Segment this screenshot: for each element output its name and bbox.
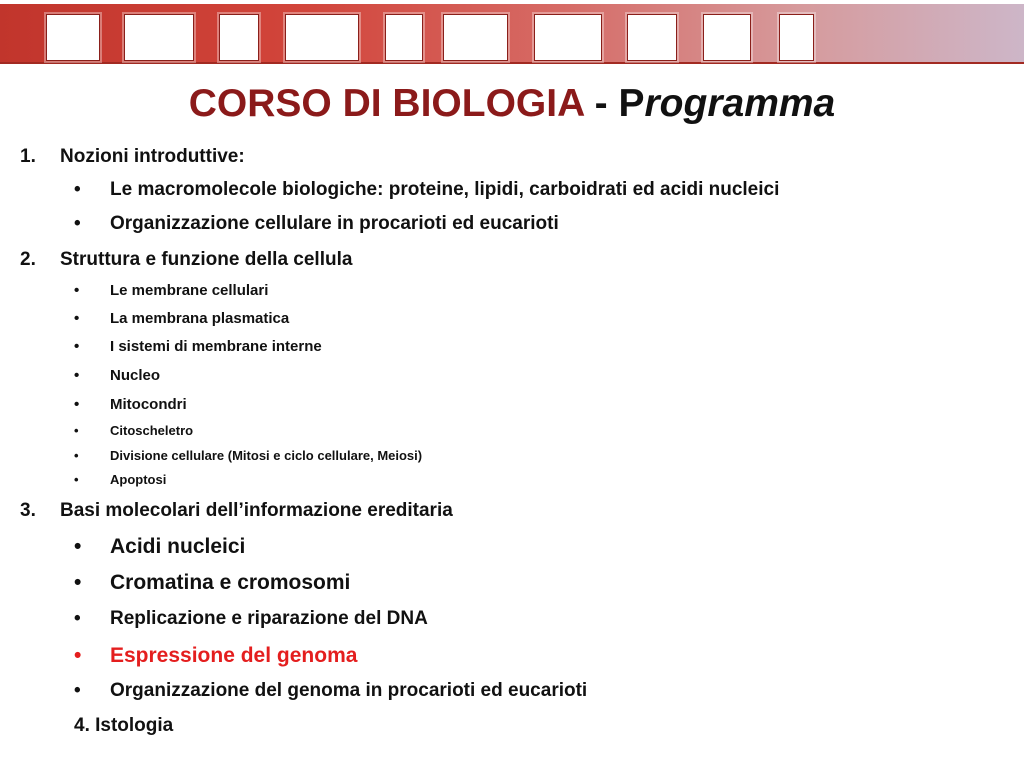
bullet: • (74, 608, 81, 629)
bullet: • (74, 571, 82, 594)
list-item-text: La membrana plasmatica (110, 310, 290, 327)
list-item-text: Citoscheletro (110, 423, 194, 438)
section-2-title: Struttura e funzione della cellula (60, 249, 353, 270)
section-4: 4. Istologia (74, 715, 174, 736)
list-item-text: Organizzazione cellulare in procarioti ed eucarioti (110, 213, 559, 234)
list-item-text: Apoptosi (110, 472, 167, 487)
bullet: • (74, 644, 82, 667)
title-rest: rogramma (644, 82, 836, 125)
mouse-image (703, 14, 751, 61)
list-item-text: Divisione cellulare (Mitosi e ciclo cellulare, Meiosi) (110, 448, 423, 463)
bullet: • (74, 338, 80, 355)
person-image (219, 14, 259, 61)
bullet: • (74, 472, 79, 487)
title-main: CORSO DI BIOLOGIA (188, 82, 584, 125)
list-item-text: Replicazione e riparazione del DNA (110, 608, 428, 629)
section-1-title: Nozioni introduttive: (60, 146, 245, 167)
list-item-text: Cromatina e cromosomi (110, 571, 351, 594)
list-item-text: Le macromolecole biologiche: proteine, lipidi, carboidrati ed acidi nucleici (110, 179, 780, 200)
bullet: • (74, 448, 79, 463)
bullet: • (74, 282, 80, 299)
computer-image (534, 14, 602, 61)
list-item-text: I sistemi di membrane interne (110, 338, 322, 355)
bullet: • (74, 310, 80, 327)
title-separator: - P (583, 82, 645, 125)
list-item-text: Espressione del genoma (110, 644, 358, 667)
puppy-image (443, 14, 508, 61)
leaf-image (627, 14, 677, 61)
bullet: • (74, 423, 79, 438)
section-2-number: 2. (20, 249, 36, 270)
flower-image (46, 14, 100, 61)
dna-image (385, 14, 423, 61)
sunflower-image (779, 14, 814, 61)
bullet: • (74, 535, 82, 558)
list-item-text: Nucleo (110, 367, 161, 384)
section-1-number: 1. (20, 146, 36, 167)
bullet: • (74, 680, 81, 701)
worm-image (285, 14, 359, 61)
bullet: • (74, 367, 80, 384)
list-item-text: Organizzazione del genoma in procarioti ed eucarioti (110, 680, 588, 701)
slide-title (0, 78, 1024, 130)
section-3-number: 3. (20, 500, 36, 521)
list-item-text: Le membrane cellulari (110, 282, 269, 299)
section-3-title: Basi molecolari dell’informazione ereditaria (60, 500, 453, 521)
fly-image (124, 14, 194, 61)
list-item-text: Acidi nucleici (110, 535, 246, 558)
list-item-text: Mitocondri (110, 396, 187, 413)
bullet: • (74, 396, 80, 413)
bullet: • (74, 179, 81, 200)
bullet: • (74, 213, 81, 234)
